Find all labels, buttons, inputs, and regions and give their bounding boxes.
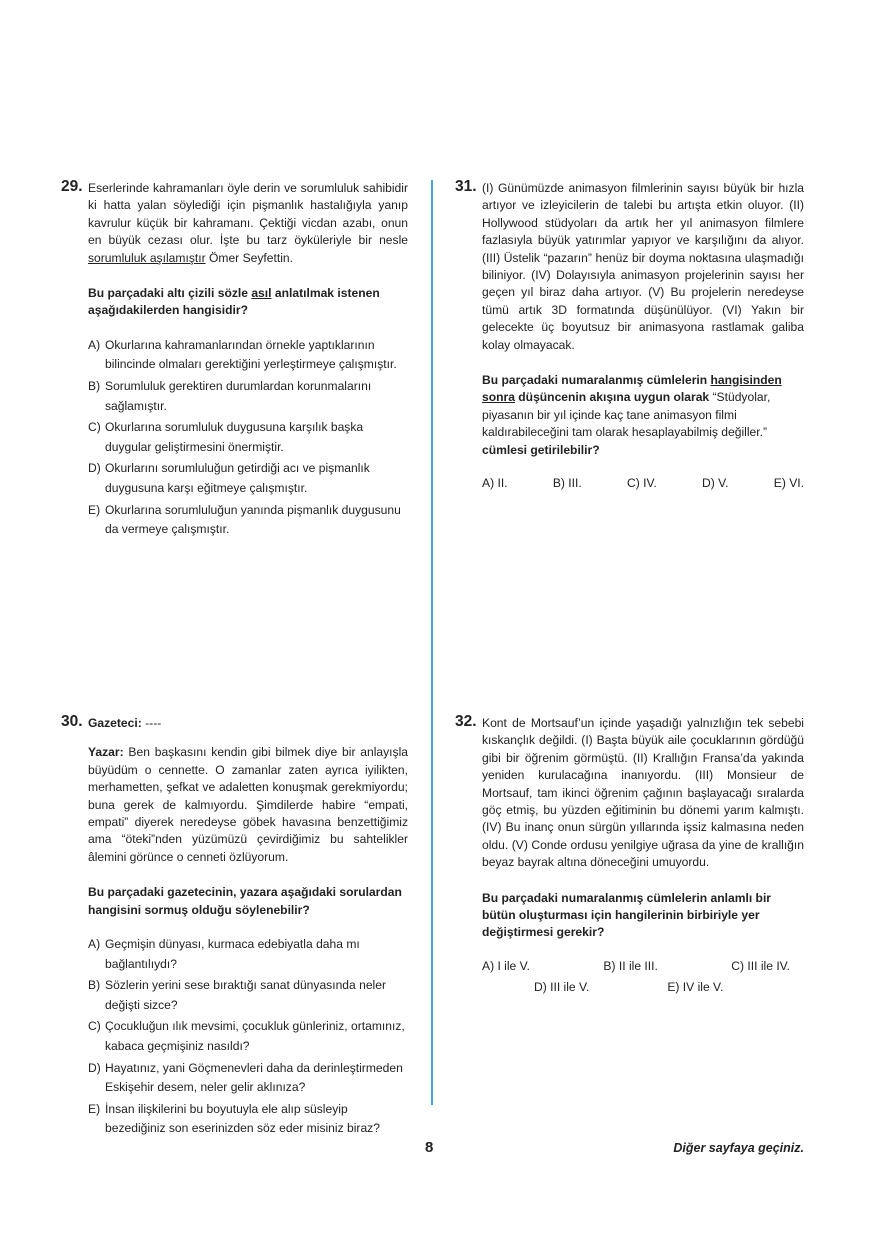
option-c[interactable]: C) Çocukluğun ılık mevsimi, çocukluk günleriniz, ortamınız, kabaca geçmişiniz nasıldı?: [88, 1019, 405, 1054]
option-b[interactable]: B) III.: [552, 476, 582, 491]
question-31: [455, 178, 804, 493]
question-number: 30.: [61, 713, 83, 730]
option-c[interactable]: C) Okurlarına sorumluluk duygusuna karşılık başka duygular geliştirmesini önermiştir.: [88, 420, 364, 454]
author-answer: Yazar: Ben başkasını kendin gibi bilmek diye bir anlayışla büyüdüm o cennette. O zamanlar zaten ayrıca iyilikten, merhametten, şefkat ve adaletten konuşmak gerekmiyordu; buna gerek de kalmıyordu. Şimdilerde habire “empati, empati” diyerek neredeyse göbek havasına benzettiğimiz ama “öteki”nden yüzümüzü çevirdiğimiz bu sahtelikler âlemini görünce o cenneti özlüyorum.: [88, 745, 408, 864]
option-e[interactable]: E) IV ile V.: [667, 980, 724, 995]
option-e[interactable]: E) Okurlarına sorumluluğun yanında pişmanlık duygusunu da vermeye çalışmıştır.: [88, 502, 401, 537]
question-passage: Kont de Mortsauf’un içinde yaşadığı yalnızlığın tek sebebi kıskançlık değildi. (I) Başta büyük aile çocuklarının gördüğü gibi bir öğrenim görmüştü. (II) Krallığın Fransa’da yakında yeniden kurulacağına inanıyordu. (III) Monsieur de Mortsauf, tam ikinci öğrenim çağının başlayacağı sıralarda göç etmiş, bu yüzden eğitiminin bu dönemi yarım kalmıştı. (IV) Bu inanç onun sürgün yıllarında işsiz kalmasına neden oldu. (V) Conde ordusu yenilgiye uğrasa da yine de krallığın beyaz bayrak altına döneceğini umuyordu.: [482, 716, 804, 870]
question-passage: (I) Günümüzde animasyon filmlerinin sayısı büyük bir hızla artıyor ve izleyicilerin de talebi bu artışta etkin oluyor. (II) Hollywood stüdyoları da artık her yıl animasyon filmlere fazlasıyla büyük yatırımlar yapıyor ve karşılığını da alıyor. (III) Üstelik “pazarın” henüz bir doyma noktasına ulaşmadığı biliniyor. (IV) Dolayısıyla animasyon projelerinin sayısı her geçen yıl biraz daha artıyor. (V) Bu projelerin neredeyse tümü artık 3D formatında düşünülüyor. (VI) Yakın bir gelecekte üç boyutsuz bir animasyona rastlamak galiba kolay olmayacak.: [482, 181, 804, 352]
question-number: 31.: [455, 178, 477, 195]
option-d[interactable]: D) Okurlarını sorumluluğun getirdiği acı ve pişmanlık duygusuna karşı eğitmeye çalışmıştır.: [88, 461, 370, 495]
question-prompt: Bu parçadaki altı çizili sözle asıl anlatılmak istenen aşağıdakilerden hangisidir?: [88, 286, 380, 318]
question-number: 29.: [61, 178, 83, 195]
option-a[interactable]: A) II.: [482, 476, 508, 491]
answer-options: [88, 935, 408, 1139]
question-number: 32.: [455, 713, 477, 730]
option-b[interactable]: B) II ile III.: [603, 958, 658, 973]
option-a[interactable]: A) I ile V.: [482, 958, 530, 973]
option-b[interactable]: B) Sözlerin yerini sese bıraktığı sanat dünyasında neler değişti sizce?: [88, 978, 387, 1012]
question-29: [61, 178, 408, 542]
answer-options-row-1: [482, 958, 804, 975]
journalist-line: Gazeteci: ----: [88, 716, 162, 730]
question-30: [61, 713, 408, 1141]
question-32: [455, 713, 804, 997]
option-a[interactable]: A) Geçmişin dünyası, kurmaca edebiyatla daha mı bağlantılıydı?: [88, 937, 360, 971]
question-prompt: Bu parçadaki gazetecinin, yazara aşağıdaki sorulardan hangisini sormuş olduğu söylenebilir?: [88, 885, 402, 917]
answer-options: [482, 475, 804, 492]
question-prompt: Bu parçadaki numaralanmış cümlelerin anlamlı bir bütün oluşturması için hangilerinin birbiriyle yer değiştirmesi gerekir?: [482, 890, 772, 940]
column-divider: [431, 180, 433, 1105]
option-c[interactable]: C) III ile IV.: [731, 958, 790, 973]
option-d[interactable]: D) Hayatınız, yani Göçmenevleri daha da derinleştirmeden Eskişehir desem, neler gelir aklınıza?: [88, 1060, 403, 1095]
question-prompt: Bu parçadaki numaralanmış cümlelerin hangisinden sonra düşüncenin akışına uygun olarak “Stüdyolar, piyasanın bir yıl içinde kaç tane animasyon filmi kaldırabileceğini tam olarak hesaplayabilmiş değiller.” cümlesi getirilebilir?: [482, 373, 782, 457]
option-e[interactable]: E) VI.: [773, 476, 804, 491]
page-number: 8: [425, 1139, 434, 1156]
option-d[interactable]: D) V.: [702, 476, 729, 491]
next-page-note: Diğer sayfaya geçiniz.: [673, 1141, 804, 1155]
answer-options: [88, 336, 408, 540]
underlined-phrase: sorumluluk aşılamıştır: [88, 250, 206, 265]
question-passage: Eserlerinde kahramanları öyle derin ve sorumluluk sahibidir ki hatta yalan söylediği için pişmanlık hastalığıyla yanıp kavrulur küçük bir kahramanı. Çektiği vicdan azabı, onun en büyük cezası olur. İşte bu tarz öyküleriyle bir nesle sorumluluk aşılamıştır Ömer Seyfettin.: [88, 181, 408, 265]
option-e[interactable]: E) İnsan ilişkilerini bu boyutuyla ele alıp süsleyip bezediğiniz son eserinizden söz eder misiniz biraz?: [88, 1101, 380, 1136]
option-b[interactable]: B) Sorumluluk gerektiren durumlardan korunmalarını sağlamıştır.: [88, 379, 372, 413]
option-c[interactable]: C) IV.: [626, 476, 657, 491]
option-a[interactable]: A) Okurlarına kahramanlarından örnekle yaptıklarının bilincinde olmaları gerektiğini yerleştirmeye çalışmıştır.: [88, 337, 397, 372]
option-d[interactable]: D) III ile V.: [534, 980, 590, 995]
answer-options-row-2: [482, 979, 804, 996]
